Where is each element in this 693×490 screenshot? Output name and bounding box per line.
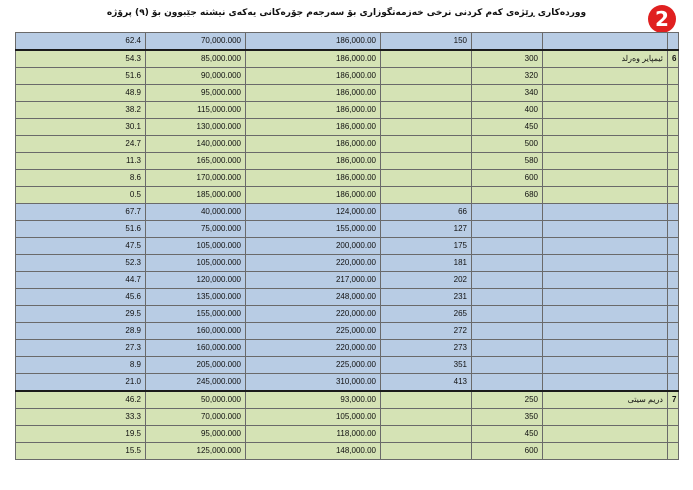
- unit-area-cell: [381, 102, 472, 119]
- villa-area-cell: 450: [472, 119, 543, 136]
- villa-area-cell: [472, 204, 543, 221]
- discount-percent-cell: 67.7: [16, 204, 146, 221]
- discount-percent-cell: 48.9: [16, 85, 146, 102]
- unit-area-cell: 181: [381, 255, 472, 272]
- villa-area-cell: [472, 238, 543, 255]
- unit-area-cell: 150: [381, 33, 472, 51]
- project-index-cell: [668, 85, 679, 102]
- new-price-cell: 85,000.000: [146, 50, 246, 68]
- document-title: ووردەکاری ڕێژەی کەم کردنی نرخی خەزمەتگوزاری بۆ سەرجەم جۆرەکانی یەکەی نیشتە جێبوون بۆ (٩) پرۆژە: [106, 8, 587, 18]
- discount-percent-cell: 8.6: [16, 170, 146, 187]
- new-price-cell: 185,000.000: [146, 187, 246, 204]
- table-row: [16, 391, 679, 409]
- project-name-cell: [543, 409, 668, 426]
- villa-area-cell: [472, 255, 543, 272]
- table-row: [16, 85, 679, 102]
- discount-percent-cell: 27.3: [16, 340, 146, 357]
- new-price-cell: 105,000.000: [146, 255, 246, 272]
- new-price-cell: 105,000.000: [146, 238, 246, 255]
- unit-area-cell: 265: [381, 306, 472, 323]
- discount-percent-cell: 38.2: [16, 102, 146, 119]
- original-price-cell: 118,000.00: [246, 426, 381, 443]
- table-row: [16, 238, 679, 255]
- villa-area-cell: [472, 272, 543, 289]
- table-row: [16, 323, 679, 340]
- project-name-cell: [543, 374, 668, 392]
- unit-area-cell: 231: [381, 289, 472, 306]
- original-price-cell: 93,000.00: [246, 391, 381, 409]
- original-price-cell: 217,000.00: [246, 272, 381, 289]
- villa-area-cell: 350: [472, 409, 543, 426]
- villa-area-cell: [472, 323, 543, 340]
- unit-area-cell: [381, 85, 472, 102]
- project-index-cell: [668, 33, 679, 51]
- project-index-cell: [668, 409, 679, 426]
- project-index-cell: [668, 340, 679, 357]
- original-price-cell: 186,000.00: [246, 153, 381, 170]
- project-index-cell: [668, 102, 679, 119]
- new-price-cell: 75,000.000: [146, 221, 246, 238]
- new-price-cell: 115,000.000: [146, 102, 246, 119]
- table-row: [16, 340, 679, 357]
- villa-area-cell: [472, 374, 543, 392]
- table-row: [16, 68, 679, 85]
- villa-area-cell: 320: [472, 68, 543, 85]
- new-price-cell: 95,000.000: [146, 85, 246, 102]
- project-name-cell: [543, 85, 668, 102]
- table-row: [16, 50, 679, 68]
- table-row: [16, 374, 679, 392]
- project-index-cell: [668, 426, 679, 443]
- project-index-cell: [668, 255, 679, 272]
- new-price-cell: 90,000.000: [146, 68, 246, 85]
- original-price-cell: 310,000.00: [246, 374, 381, 392]
- original-price-cell: 225,000.00: [246, 323, 381, 340]
- unit-area-cell: 273: [381, 340, 472, 357]
- villa-area-cell: [472, 357, 543, 374]
- project-index-cell: [668, 221, 679, 238]
- villa-area-cell: [472, 289, 543, 306]
- unit-area-cell: [381, 170, 472, 187]
- original-price-cell: 124,000.00: [246, 204, 381, 221]
- original-price-cell: 186,000.00: [246, 68, 381, 85]
- villa-area-cell: [472, 340, 543, 357]
- villa-area-cell: 500: [472, 136, 543, 153]
- discount-percent-cell: 30.1: [16, 119, 146, 136]
- original-price-cell: 186,000.00: [246, 102, 381, 119]
- discount-percent-cell: 44.7: [16, 272, 146, 289]
- original-price-cell: 225,000.00: [246, 357, 381, 374]
- discount-percent-cell: 46.2: [16, 391, 146, 409]
- discount-percent-cell: 47.5: [16, 238, 146, 255]
- original-price-cell: 148,000.00: [246, 443, 381, 460]
- unit-area-cell: [381, 187, 472, 204]
- new-price-cell: 170,000.000: [146, 170, 246, 187]
- table-row: [16, 33, 679, 51]
- unit-area-cell: 272: [381, 323, 472, 340]
- project-name-cell: [543, 289, 668, 306]
- table-row: [16, 221, 679, 238]
- table-row: [16, 153, 679, 170]
- project-index-cell: [668, 187, 679, 204]
- unit-area-cell: [381, 119, 472, 136]
- project-index-cell: [668, 306, 679, 323]
- project-index-cell: [668, 119, 679, 136]
- table-row: [16, 409, 679, 426]
- discount-percent-cell: 11.3: [16, 153, 146, 170]
- table-row: [16, 289, 679, 306]
- original-price-cell: 186,000.00: [246, 50, 381, 68]
- villa-area-cell: 450: [472, 426, 543, 443]
- new-price-cell: 140,000.000: [146, 136, 246, 153]
- discount-percent-cell: 51.6: [16, 221, 146, 238]
- project-index-cell: [668, 357, 679, 374]
- new-price-cell: 70,000.000: [146, 33, 246, 51]
- unit-area-cell: [381, 443, 472, 460]
- discount-percent-cell: 8.9: [16, 357, 146, 374]
- table-row: [16, 272, 679, 289]
- discount-percent-cell: 62.4: [16, 33, 146, 51]
- project-index-cell: [668, 374, 679, 392]
- unit-area-cell: 66: [381, 204, 472, 221]
- project-index-cell: [668, 443, 679, 460]
- new-price-cell: 160,000.000: [146, 323, 246, 340]
- new-price-cell: 125,000.000: [146, 443, 246, 460]
- original-price-cell: 220,000.00: [246, 340, 381, 357]
- project-index-cell: [668, 170, 679, 187]
- new-price-cell: 135,000.000: [146, 289, 246, 306]
- discount-percent-cell: 0.5: [16, 187, 146, 204]
- villa-area-cell: 600: [472, 443, 543, 460]
- original-price-cell: 200,000.00: [246, 238, 381, 255]
- discount-percent-cell: 29.5: [16, 306, 146, 323]
- original-price-cell: 186,000.00: [246, 85, 381, 102]
- table-row: [16, 426, 679, 443]
- new-price-cell: 245,000.000: [146, 374, 246, 392]
- project-index-cell: [668, 68, 679, 85]
- discount-percent-cell: 19.5: [16, 426, 146, 443]
- project-name-cell: [543, 426, 668, 443]
- unit-area-cell: 127: [381, 221, 472, 238]
- project-name-cell: [543, 255, 668, 272]
- page-number-badge: 2: [648, 5, 676, 33]
- project-index-cell: [668, 323, 679, 340]
- project-index-cell: [668, 204, 679, 221]
- project-name-cell: [543, 221, 668, 238]
- unit-area-cell: 202: [381, 272, 472, 289]
- new-price-cell: 160,000.000: [146, 340, 246, 357]
- new-price-cell: 50,000.000: [146, 391, 246, 409]
- project-index-cell: [668, 238, 679, 255]
- unit-area-cell: 351: [381, 357, 472, 374]
- table-row: [16, 306, 679, 323]
- project-name-cell: [543, 170, 668, 187]
- project-name-cell: [543, 68, 668, 85]
- table-row: [16, 102, 679, 119]
- villa-area-cell: 300: [472, 50, 543, 68]
- unit-area-cell: [381, 391, 472, 409]
- new-price-cell: 165,000.000: [146, 153, 246, 170]
- unit-area-cell: 175: [381, 238, 472, 255]
- original-price-cell: 186,000.00: [246, 187, 381, 204]
- discount-percent-cell: 45.6: [16, 289, 146, 306]
- table-row: [16, 443, 679, 460]
- project-name-cell: [543, 33, 668, 51]
- pricing-table-body: [16, 33, 679, 460]
- project-name-cell: [543, 204, 668, 221]
- discount-percent-cell: 54.3: [16, 50, 146, 68]
- unit-area-cell: [381, 68, 472, 85]
- new-price-cell: 205,000.000: [146, 357, 246, 374]
- new-price-cell: 120,000.000: [146, 272, 246, 289]
- new-price-cell: 130,000.000: [146, 119, 246, 136]
- original-price-cell: 220,000.00: [246, 255, 381, 272]
- pricing-table: [15, 32, 679, 460]
- original-price-cell: 186,000.00: [246, 170, 381, 187]
- original-price-cell: 220,000.00: [246, 306, 381, 323]
- unit-area-cell: [381, 426, 472, 443]
- project-index-cell: [668, 289, 679, 306]
- villa-area-cell: [472, 221, 543, 238]
- villa-area-cell: 600: [472, 170, 543, 187]
- project-name-cell: [543, 306, 668, 323]
- discount-percent-cell: 21.0: [16, 374, 146, 392]
- project-name-cell: [543, 323, 668, 340]
- table-row: [16, 136, 679, 153]
- original-price-cell: 186,000.00: [246, 119, 381, 136]
- unit-area-cell: [381, 50, 472, 68]
- table-row: [16, 255, 679, 272]
- discount-percent-cell: 24.7: [16, 136, 146, 153]
- project-name-cell: [543, 272, 668, 289]
- project-name-cell: [543, 187, 668, 204]
- villa-area-cell: 340: [472, 85, 543, 102]
- project-name-cell: [543, 119, 668, 136]
- villa-area-cell: [472, 33, 543, 51]
- new-price-cell: 40,000.000: [146, 204, 246, 221]
- discount-percent-cell: 28.9: [16, 323, 146, 340]
- project-name-cell: [543, 357, 668, 374]
- villa-area-cell: 580: [472, 153, 543, 170]
- project-name-cell: [543, 153, 668, 170]
- project-name-cell: ئیمپایر وەرلد: [543, 50, 668, 68]
- new-price-cell: 95,000.000: [146, 426, 246, 443]
- project-index-cell: [668, 272, 679, 289]
- project-name-cell: [543, 136, 668, 153]
- table-row: [16, 187, 679, 204]
- original-price-cell: 248,000.00: [246, 289, 381, 306]
- original-price-cell: 186,000.00: [246, 136, 381, 153]
- project-index-cell: 6: [668, 50, 679, 68]
- original-price-cell: 105,000.00: [246, 409, 381, 426]
- new-price-cell: 70,000.000: [146, 409, 246, 426]
- table-row: [16, 119, 679, 136]
- villa-area-cell: 680: [472, 187, 543, 204]
- original-price-cell: 186,000.00: [246, 33, 381, 51]
- table-row: [16, 170, 679, 187]
- project-index-cell: 7: [668, 391, 679, 409]
- project-name-cell: [543, 102, 668, 119]
- project-name-cell: [543, 238, 668, 255]
- discount-percent-cell: 51.6: [16, 68, 146, 85]
- unit-area-cell: [381, 409, 472, 426]
- unit-area-cell: [381, 136, 472, 153]
- project-name-cell: [543, 443, 668, 460]
- discount-percent-cell: 15.5: [16, 443, 146, 460]
- unit-area-cell: [381, 153, 472, 170]
- project-index-cell: [668, 136, 679, 153]
- project-index-cell: [668, 153, 679, 170]
- discount-percent-cell: 33.3: [16, 409, 146, 426]
- table-row: [16, 357, 679, 374]
- project-name-cell: [543, 340, 668, 357]
- project-name-cell: دریم سیتی: [543, 391, 668, 409]
- unit-area-cell: 413: [381, 374, 472, 392]
- villa-area-cell: 250: [472, 391, 543, 409]
- villa-area-cell: [472, 306, 543, 323]
- original-price-cell: 155,000.00: [246, 221, 381, 238]
- new-price-cell: 155,000.000: [146, 306, 246, 323]
- table-row: [16, 204, 679, 221]
- villa-area-cell: 400: [472, 102, 543, 119]
- discount-percent-cell: 52.3: [16, 255, 146, 272]
